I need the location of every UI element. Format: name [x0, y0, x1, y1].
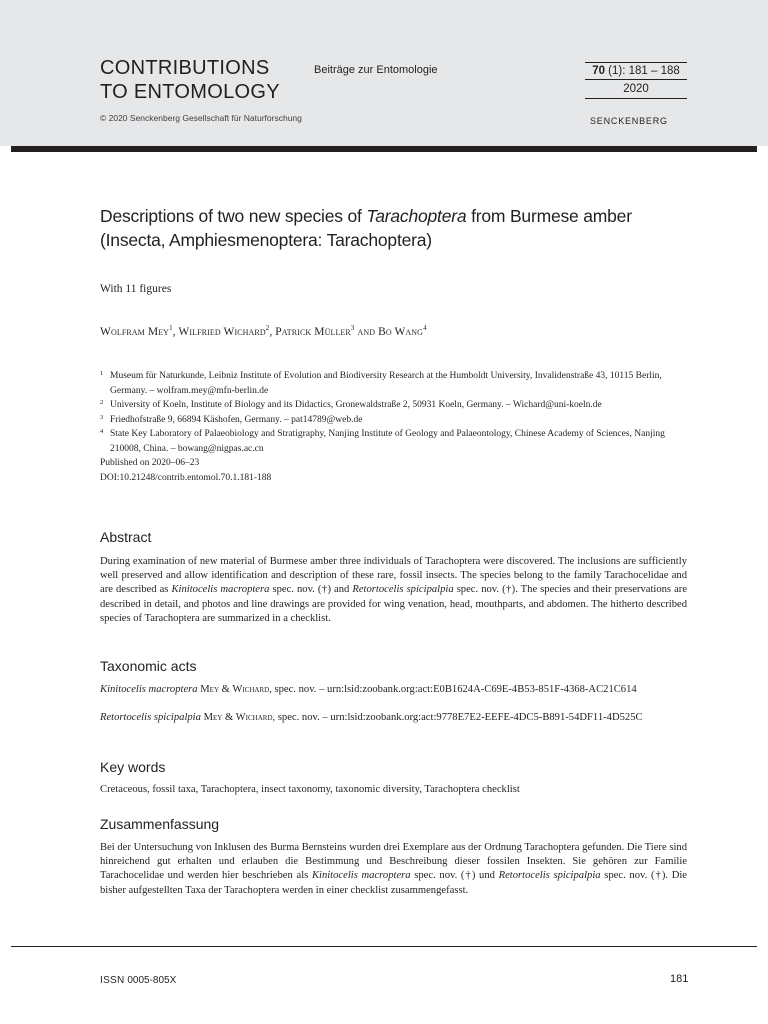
title-line-2: (Insecta, Amphiesmenoptera: Tarachoptera) [100, 230, 432, 250]
issn-value: 0005-805X [124, 975, 177, 986]
author-affil-ref: 4 [423, 324, 427, 332]
abstract-text-3: spec. nov. (†). The species and their preservations are described in detail, and photos and line drawings are provided for wing venation, head, mouthparts, and abdomen. The hitherto described species of Tarachoptera are summarized in a checklist. [100, 584, 688, 624]
figure-count: With 11 figures [100, 283, 172, 295]
journal-subtitle: Beiträge zur Entomologie [314, 64, 438, 76]
species-name: Retortocelis spicipalpia [498, 870, 601, 882]
title-text-1: Descriptions of two new species of [100, 206, 367, 226]
publication-year: 2020 [585, 79, 687, 99]
journal-title-line2: TO ENTOMOLOGY [100, 80, 280, 103]
species-name: Retortocelis spicipalpia [100, 712, 201, 723]
affiliation-text: University of Koeln, Institute of Biology and its Didactics, Gronewaldstraße 2, 50931 Koeln, Germany. – Wichard@uni-koeln.de [110, 400, 602, 410]
affiliation-text: Museum für Naturkunde, Leibniz Institute of Evolution and Biodiversity Research at the Humboldt University, Invalidenstraße 43, 10115 Berlin, Germany. – wolfram.mey@mfn-berlin.de [110, 371, 662, 396]
affiliation-text: State Key Laboratory of Palaeobiology and Stratigraphy, Nanjing Institute of Geology and Palaeontology, Chinese Academy of Sciences, Nanjing 210008, China. – bowang@nigpas.ac.cn [110, 429, 665, 454]
taxonomic-act-entry [100, 683, 687, 697]
journal-title-line1: CONTRIBUTIONS [100, 57, 270, 79]
affiliation-number: 2 [100, 399, 104, 406]
volume-number: 70 [592, 65, 605, 77]
article-title [100, 204, 700, 252]
zusammenfassung-text-2: spec. nov. (†) und [410, 870, 499, 882]
zusammenfassung-text-1: Bei der Untersuchung von Inklusen des Burma Bernsteins wurden drei Exemplare aus der Ordnung Tarachoptera gefunden. Die Tiere sind hinreichend gut erhalten und erlauben die Bestimmung und Beschreibung dieser fossilen Insekten. Sie gehören zur Familie Tarachocelidae und werden hier beschrieben als [100, 842, 687, 882]
volume-info [585, 62, 687, 99]
title-text-2: from Burmese amber [466, 206, 632, 226]
header-divider [11, 146, 757, 152]
species-authority: Mey & Wichard [203, 712, 273, 723]
species-name: Kinitocelis macroptera [171, 584, 270, 596]
taxonomic-acts-heading: Taxonomic acts [100, 658, 197, 674]
journal-title [100, 57, 280, 104]
affiliation-number: 4 [100, 428, 104, 435]
volume-issue-pages [585, 62, 687, 79]
issn [100, 975, 176, 986]
species-name: Kinitocelis macroptera [311, 870, 411, 882]
taxonomic-act-entry [100, 711, 687, 725]
affiliation-number: 1 [100, 370, 104, 377]
published-date: Published on 2020–06–23 [100, 458, 200, 468]
abstract-text-1: During examination of new material of Burmese amber three individuals of Tarachoptera were discovered. The inclusions are sufficiently well preserved and allow identification and description of these rare, fossil insects. The species belong to the family Tarachocelidae and are described as [100, 556, 687, 596]
affiliations [100, 369, 690, 485]
footer-divider [11, 946, 757, 947]
author-affil-ref: 1 [169, 324, 173, 332]
page-number: 181 [670, 973, 689, 985]
author-name: Patrick Müller [275, 325, 351, 338]
doi-link[interactable]: DOI:10.21248/contrib.entomol.70.1.181-188 [100, 472, 272, 483]
affiliation-number: 3 [100, 413, 104, 421]
author-affil-ref: 2 [265, 324, 270, 332]
author-name: Wolfram Mey [100, 325, 170, 338]
affiliation-item [100, 398, 690, 413]
author-name: Bo Wang [378, 325, 424, 338]
author-separator: , [269, 325, 276, 338]
species-name: Kinitocelis macroptera [100, 684, 198, 695]
abstract-text-2: spec. nov. (†) and [269, 584, 353, 596]
keywords-heading: Key words [100, 759, 166, 775]
author-affil-ref: 3 [350, 324, 355, 332]
copyright-notice: © 2020 Senckenberg Gesellschaft für Naturforschung [100, 113, 302, 123]
publisher-name: SENCKENBERG [590, 116, 668, 126]
issn-label: ISSN [100, 975, 125, 986]
abstract-heading: Abstract [100, 529, 152, 545]
zusammenfassung-text-3: spec. nov. (†). Die bisher aufgestellten Taxa der Tarachoptera werden in einer checklist zusammengefasst. [100, 870, 687, 896]
affiliation-item [100, 427, 690, 456]
affiliation-text: Friedhofstraße 9, 66894 Käshofen, Germany. – pat14789@web.de [110, 414, 363, 425]
zusammenfassung-heading: Zusammenfassung [100, 816, 220, 832]
species-authority: Mey & Wichard [200, 684, 270, 695]
zoobank-lsid: , spec. nov. – urn:lsid:zoobank.org:act:E0B1624A-C69E-4B53-851F-4368-AC21C614 [269, 684, 637, 695]
title-taxon: Tarachoptera [366, 206, 467, 226]
species-name: Retortocelis spicipalpia [352, 584, 454, 596]
issue-pages: (1): 181 – 188 [604, 65, 680, 77]
zoobank-lsid: , spec. nov. – urn:lsid:zoobank.org:act:9778E7E2-EEFE-4DC5-B891-54DF11-4D525C [272, 712, 643, 723]
author-separator: , [172, 325, 179, 338]
author-list [100, 324, 427, 338]
keywords-text: Cretaceous, fossil taxa, Tarachoptera, insect taxonomy, taxonomic diversity, Tarachoptera checklist [100, 784, 520, 795]
affiliation-item [100, 369, 690, 398]
author-name: Wilfried Wichard [178, 325, 266, 338]
affiliation-item [100, 413, 690, 428]
zusammenfassung-text [100, 841, 687, 898]
author-separator: and [354, 325, 379, 338]
abstract-text [100, 555, 687, 626]
